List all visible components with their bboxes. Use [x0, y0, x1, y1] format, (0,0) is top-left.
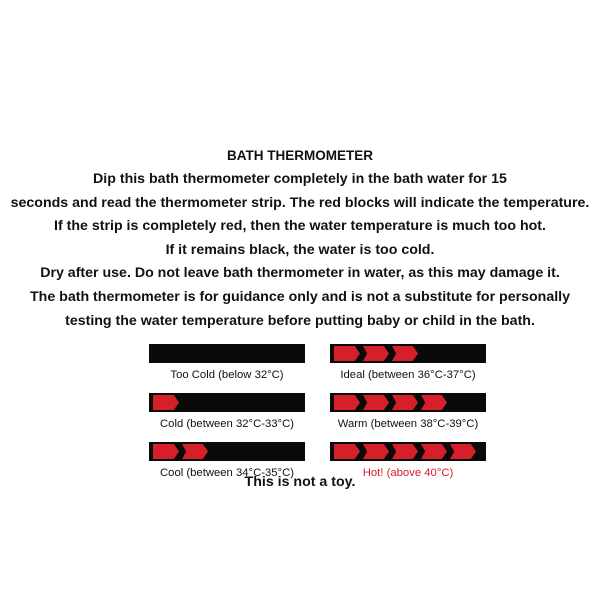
red-block	[363, 444, 389, 459]
legend-row	[149, 344, 486, 393]
thermometer-strip	[149, 344, 305, 363]
thermometer-strip	[149, 442, 305, 461]
red-block	[153, 444, 179, 459]
legend-cell-warm	[330, 393, 486, 432]
strip-caption: Cold (between 32°C-33°C)	[160, 418, 294, 430]
instruction-line-2: seconds and read the thermometer strip. The red blocks will indicate the temperature.	[10, 194, 590, 211]
instruction-line-4: If it remains black, the water is too cold.	[165, 241, 435, 258]
instructions	[0, 146, 600, 333]
red-block	[450, 444, 476, 459]
instruction-line-5: Dry after use. Do not leave bath thermometer in water, as this may damage it.	[40, 265, 560, 282]
thermometer-strip	[330, 393, 486, 412]
legend-cell-ideal	[330, 344, 486, 383]
strip-caption: Warm (between 38°C-39°C)	[337, 418, 479, 430]
red-block	[334, 395, 360, 410]
instruction-line-1: Dip this bath thermometer completely in the bath water for 15	[93, 171, 507, 187]
red-block	[392, 346, 418, 361]
red-block	[182, 444, 208, 459]
strip-caption: Cool (between 34°C-35°C)	[160, 467, 294, 479]
strip-caption: Too Cold (below 32°C)	[170, 369, 284, 381]
red-block	[421, 444, 447, 459]
thermometer-strip	[330, 442, 486, 461]
thermometer-strip	[149, 393, 305, 412]
red-block	[392, 444, 418, 459]
red-block	[334, 346, 360, 361]
red-block	[334, 444, 360, 459]
strip-caption: Hot! (above 40°C)	[362, 467, 454, 479]
instruction-line-3: If the strip is completely red, then the water temperature is much too hot.	[54, 218, 546, 235]
red-block	[363, 346, 389, 361]
instruction-line-7: testing the water temperature before putting baby or child in the bath.	[65, 312, 535, 329]
red-block	[153, 395, 179, 410]
legend-row	[149, 393, 486, 442]
legend-cell-cold	[149, 393, 305, 432]
page-title: BATH THERMOMETER	[227, 148, 373, 163]
red-block	[421, 395, 447, 410]
red-block	[392, 395, 418, 410]
instruction-line-6: The bath thermometer is for guidance only and is not a substitute for personally	[30, 288, 570, 305]
strip-caption: Ideal (between 36°C-37°C)	[340, 369, 476, 381]
red-block	[363, 395, 389, 410]
thermometer-strip	[330, 344, 486, 363]
legend-cell-too-cold	[149, 344, 305, 383]
thermometer-legend	[149, 344, 486, 491]
warning-footer: This is not a toy.	[244, 474, 356, 490]
